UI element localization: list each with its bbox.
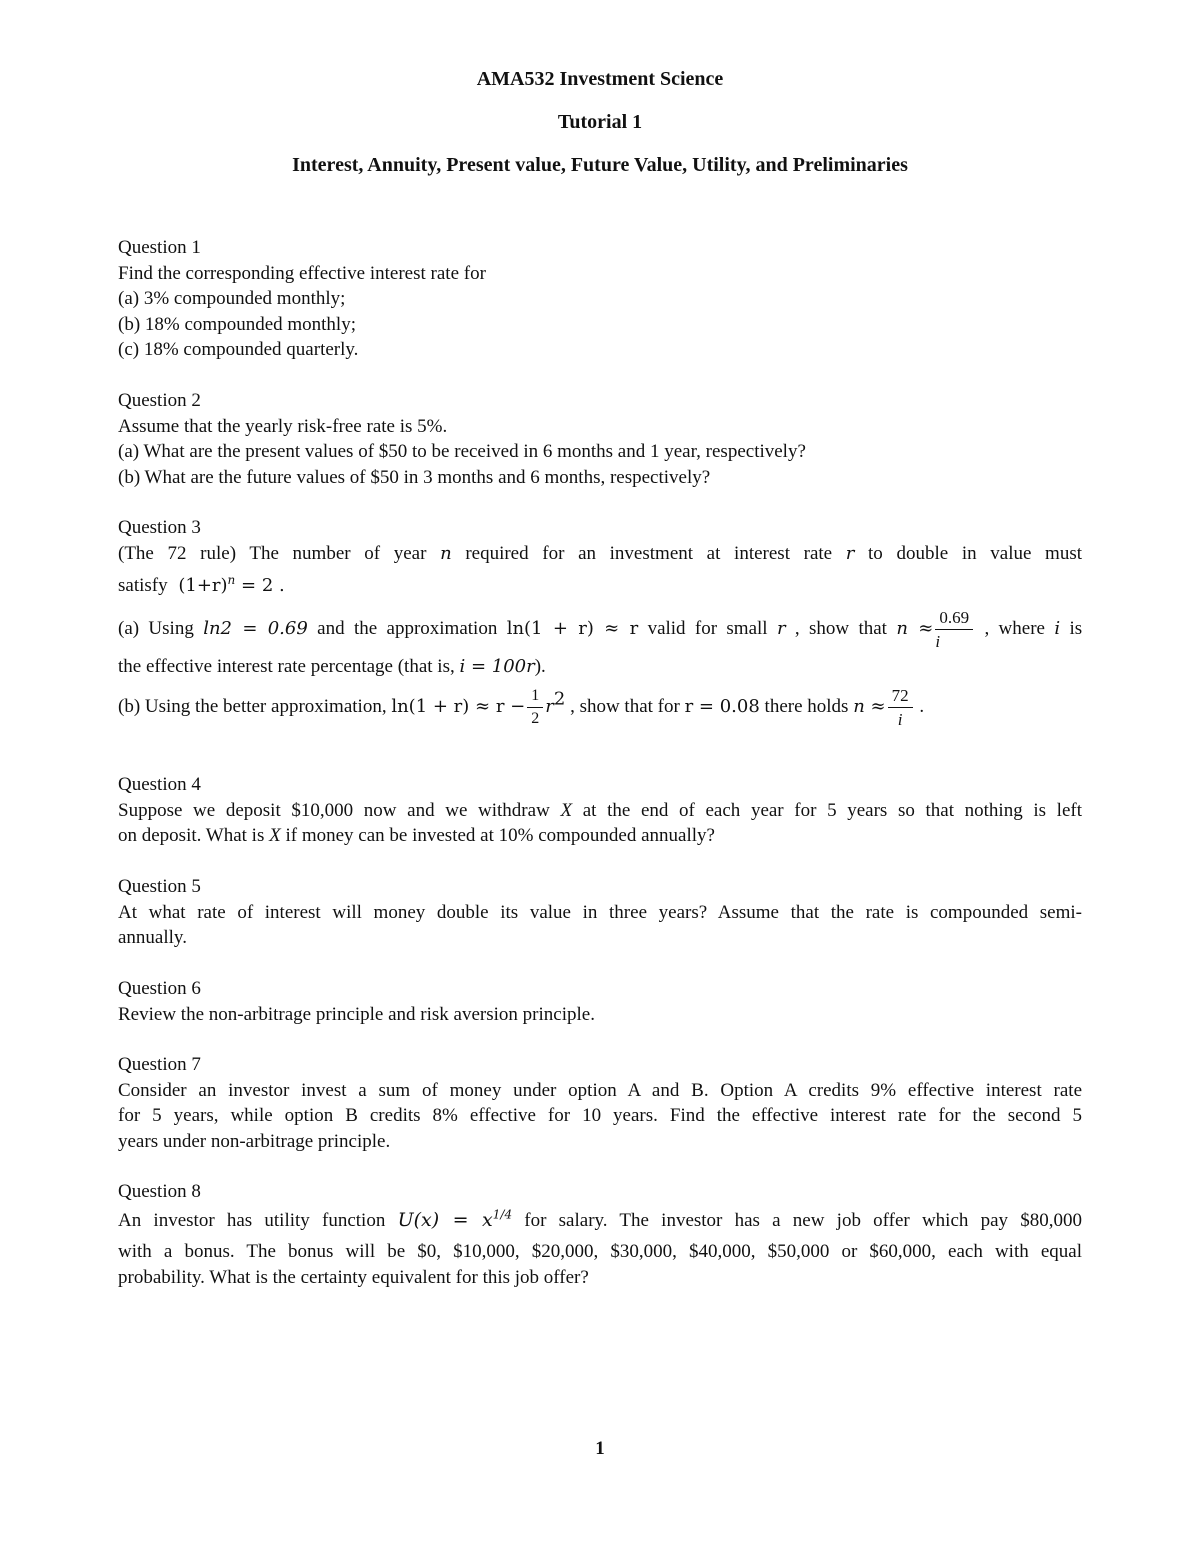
page-number: 1	[595, 1438, 605, 1459]
question-6	[118, 976, 1082, 1027]
question-5	[118, 874, 1082, 951]
question-text-continued: for 5 years, while option B credits 8% effective for 10 years. Find the effective interest rate for the second 5	[118, 1105, 1082, 1126]
question-equation-line: satisfy $(1+r)^n = 2$ .	[118, 573, 285, 596]
question-part-a: (a) What are the present values of $50 to be received in 6 months and 1 year, respectively?	[118, 441, 806, 462]
question-part-a: (a) Using ln2 = 0.69 and the approximation ln(1 + r) ≈ r valid for small r , show that n ≈ $\frac{0.69}{i}$ , where i is	[118, 607, 1083, 651]
question-part-b: (b) Using the better approximation, ln(1 + r) ≈ r − $\frac{1}{2}$ $r^2$ , show that for r = 0.08 there holds n ≈ $\frac{72}{i}$ .	[118, 686, 925, 729]
fraction-069-over-i: $\frac{0.69}{i}$	[935, 609, 973, 650]
question-text-continued: on deposit. What is X if money can be invested at 10% compounded annually?	[118, 825, 715, 846]
fraction-one-half: $\frac{1}{2}$	[527, 688, 543, 727]
question-2	[118, 388, 1082, 490]
course-title: AMA532 Investment Science	[476, 68, 724, 90]
question-heading: Question 6	[118, 978, 201, 999]
question-part-c: (c) 18% compounded quarterly.	[118, 339, 359, 360]
question-part-a: (a) 3% compounded monthly;	[118, 288, 346, 309]
question-text: Review the non-arbitrage principle and risk aversion principle.	[118, 1003, 595, 1025]
question-text-continued: annually.	[118, 927, 187, 948]
question-part-a-continued: the effective interest rate percentage (that is, i = 100r).	[118, 655, 546, 677]
question-text: Assume that the yearly risk-free rate is 5%.	[118, 415, 448, 437]
question-1	[118, 235, 1082, 363]
question-heading: Question 8	[118, 1181, 201, 1202]
fraction-72-over-i: $\frac{72}{i}$	[888, 687, 913, 728]
topics-title: Interest, Annuity, Present value, Future Value, Utility, and Preliminaries	[292, 154, 908, 176]
question-text: An investor has utility function $U(x) = x^{1/4}$ for salary. The investor has a new job offer which pay $80,000	[118, 1207, 1082, 1231]
tutorial-title: Tutorial 1	[557, 111, 643, 133]
question-text: At what rate of interest will money double its value in three years? Assume that the rate is compounded semi-	[118, 901, 1082, 923]
question-heading: Question 1	[118, 237, 201, 258]
question-text: Consider an investor invest a sum of money under option A and B. Option A credits 9% effective interest rate	[118, 1079, 1082, 1101]
question-4	[118, 772, 1082, 849]
question-3	[118, 515, 1082, 728]
question-heading: Question 4	[118, 774, 201, 795]
question-text-end: years under non-arbitrage principle.	[118, 1130, 391, 1152]
question-heading: Question 7	[118, 1054, 201, 1075]
question-8	[118, 1179, 1082, 1290]
question-heading: Question 2	[118, 390, 201, 411]
question-text-end: probability. What is the certainty equivalent for this job offer?	[118, 1266, 589, 1288]
question-part-b: (b) What are the future values of $50 in 3 months and 6 months, respectively?	[118, 466, 711, 488]
question-part-b: (b) 18% compounded monthly;	[118, 313, 356, 335]
question-heading: Question 3	[118, 517, 201, 538]
question-text-continued: with a bonus. The bonus will be $0, $10,000, $20,000, $30,000, $40,000, $50,000 or $60,000, each with equal	[118, 1241, 1082, 1262]
question-text: (The 72 rule) The number of year n required for an investment at interest rate r to double in value must	[118, 542, 1083, 564]
question-text: Suppose we deposit $10,000 now and we withdraw X at the end of each year for 5 years so that nothing is left	[118, 799, 1082, 821]
doubling-equation: $(1+r)^n = 2$ .	[178, 573, 285, 596]
question-text: Find the corresponding effective interest rate for	[118, 262, 486, 284]
question-7	[118, 1052, 1082, 1154]
utility-function: $U(x) = x^{1/4}$	[397, 1207, 513, 1231]
question-heading: Question 5	[118, 876, 201, 897]
